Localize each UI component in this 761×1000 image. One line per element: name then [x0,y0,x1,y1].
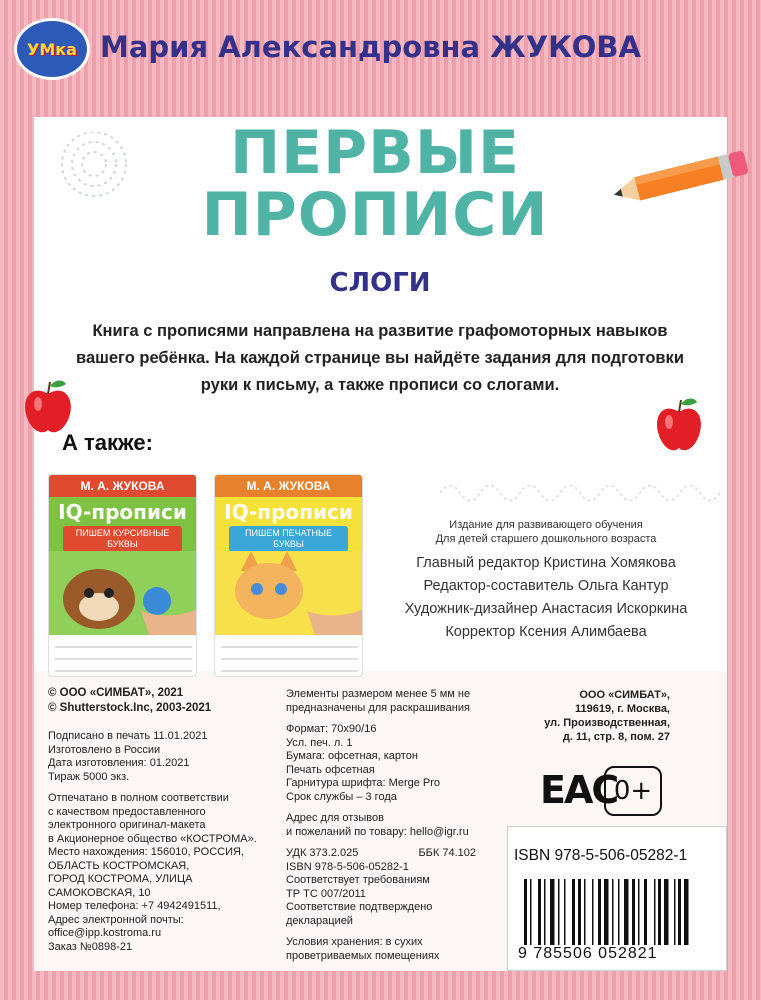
publisher-address [520,688,670,744]
book-description: Книга с прописями направлена на развитие графомоторных навыков вашего ребёнка. На каждой странице вы найдёте задания для подготовки руки к письму, а также прописи со слогами. [76,322,684,394]
pencil-icon [606,148,756,208]
imprint-line: Формат: 70х90/16 [286,723,377,735]
copyright: © Shutterstock.Inc, 2003-2021 [48,702,212,714]
logo-text: УМка [27,39,77,59]
imprint-line: Условия хранения: в сухих [286,936,423,948]
imprint-left [48,686,278,962]
barcode-bar [530,879,532,945]
barcode-bar [618,879,620,945]
imprint-line: ОБЛАСТЬ КОСТРОМСКАЯ, [48,859,190,872]
barcode-bar [644,879,647,945]
apple-icon [22,378,74,438]
credits-line: Издание для развивающего обучения [449,519,643,531]
publisher-line: д. 11, стр. 8, пом. 27 [562,731,670,743]
imprint-line: Гарнитура шрифта: Merge Pro [286,777,441,789]
also-label: А также: [62,430,153,455]
book-cover-cursive [48,474,197,677]
book-author: М. А. ЖУКОВА [49,475,196,497]
barcode-bar [544,879,546,945]
imprint-line: Соответствие подтверждено [286,901,433,913]
kitten-illustration [215,551,363,677]
imprint-line: Тираж 5000 экз. [48,770,130,783]
credit-editor: Главный редактор Кристина Хомякова [416,555,676,571]
imprint-line: Усл. печ. л. 1 [286,736,353,749]
barcode-block [507,826,727,971]
publisher-line: 119619, г. Москва, [575,703,670,715]
imprint-line: ISBN 978-5-506-05282-1 [286,860,409,873]
puppy-illustration [49,551,197,677]
bbk-code: ББК 74.102 [418,847,476,859]
barcode-bar [584,879,586,945]
book-title: IQ-прописи [58,500,187,524]
imprint-line: Соответствует требованиям [286,874,430,886]
barcode-bar [564,879,566,945]
imprint-line: декларацией [286,914,353,927]
book-cover-print [214,474,363,677]
barcode-bar [658,879,661,945]
classification-codes [286,847,476,861]
barcode-bar [674,879,676,945]
imprint-line: Изготовлено в России [48,743,161,756]
imprint-line: проветриваемых помещениях [286,949,440,962]
barcode-bar [572,879,575,945]
imprint-line: Отпечатано в полном соответствии [48,792,229,804]
barcode-bar [632,879,635,945]
barcode-bar [524,879,527,945]
credit-designer: Художник-дизайнер Анастасия Искоркина [404,601,688,617]
imprint-line: Заказ №0898-21 [48,940,133,953]
barcode-bar [578,879,581,945]
imprint-line: САМОКОВСКАЯ, 10 [48,886,151,899]
udk-code: УДК 373.2.025 [286,847,359,859]
apple-icon [654,396,704,456]
book-subtitle: ПИШЕМ КУРСИВНЫЕ БУКВЫ [63,526,182,552]
isbn-label: ISBN 978-5-506-05282-1 [514,847,688,864]
barcode-bar [664,879,669,945]
imprint-line: Печать офсетная [286,763,375,776]
eac-mark: ЕАС [540,768,618,812]
credits-line: Для детей старшего дошкольного возраста [435,533,657,545]
imprint-line: Бумага: офсетная, картон [286,750,418,762]
barcode-bar [624,879,629,945]
imprint-line: Номер телефона: +7 4942491511, [48,900,221,912]
book-subtitle: ПИШЕМ ПЕЧАТНЫЕ БУКВЫ [229,526,348,552]
title-line-1: ПЕРВЫЕ [229,118,521,188]
credit-corrector: Корректор Ксения Алимбаева [445,624,647,640]
imprint-line: Подписано в печать 11.01.2021 [48,730,208,742]
barcode-bar [550,879,555,945]
wave-decoration [440,476,720,510]
barcode-bar [684,879,689,945]
barcode-bar [612,879,614,945]
book-title [140,118,610,250]
publisher-logo [14,18,90,80]
book-subtitle: СЛОГИ [329,268,431,298]
imprint-middle [286,688,504,971]
imprint-line: Адрес для отзывов [286,812,384,824]
credit-compiler: Редактор-составитель Ольга Кантур [423,578,669,594]
imprint-line: ГОРОД КОСТРОМА, УЛИЦА [48,873,193,885]
imprint-line: с качеством предоставленного [48,805,206,818]
book-title: IQ-прописи [224,500,353,524]
credits-block [380,518,712,644]
imprint-line: Срок службы – 3 года [286,790,397,803]
barcode-bars [524,879,714,945]
barcode-bar [604,879,609,945]
publisher-line: ул. Производственная, [544,717,670,729]
imprint-line: ТР ТС 007/2011 [286,887,366,900]
imprint-line: электронного оригинал-макета [48,819,206,831]
imprint-line: Дата изготовления: 01.2021 [48,757,190,769]
book-author: М. А. ЖУКОВА [215,475,362,497]
barcode-bar [592,879,594,945]
imprint-line: и пожеланий по товару: hello@igr.ru [286,825,469,838]
barcode-bar [638,879,640,945]
imprint-line: Элементы размером менее 5 мм не [286,688,471,700]
barcode-bar [598,879,601,945]
imprint-line: Место нахождения: 156010, РОССИЯ, [48,846,245,858]
imprint-line: предназначены для раскрашивания [286,701,470,714]
imprint-line: office@ipp.kostroma.ru [48,927,162,939]
imprint-line: в Акционерное общество «КОСТРОМА». [48,832,257,845]
barcode-digits: 9 785506 052821 [518,945,658,962]
title-line-2: ПРОПИСИ [201,180,549,250]
publisher-line: ООО «СИМБАТ», [579,689,670,701]
imprint-line: Адрес электронной почты: [48,913,184,926]
barcode-bar [654,879,656,945]
barcode-bar [538,879,541,945]
barcode-bar [678,879,681,945]
swirl-decoration [56,132,136,212]
author-name: Мария Александровна ЖУКОВА [100,30,641,64]
barcode-bar [558,879,560,945]
age-rating: 0+ [604,766,662,816]
copyright: © ООО «СИМБАТ», 2021 [48,687,184,699]
